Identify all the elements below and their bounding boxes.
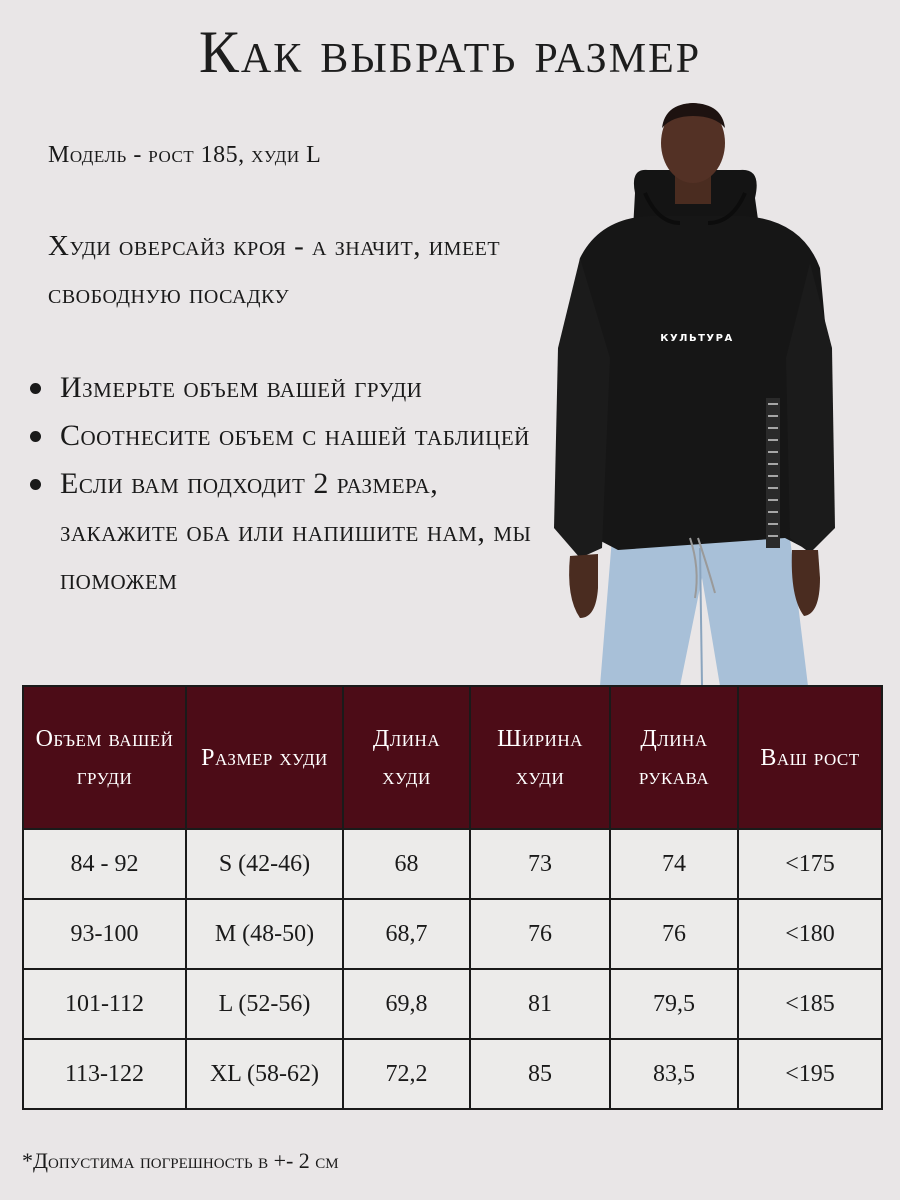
tip-text: Измерьте объем вашей груди [60,371,423,404]
cell-size: XL (58-62) [186,1039,343,1109]
bullet-icon [30,383,41,394]
cell-length: 68 [343,829,470,899]
cell-sleeve: 76 [610,899,738,969]
cell-height: <180 [738,899,882,969]
tip-item [26,364,556,412]
tip-text: Соотнесите объем с нашей таблицей [60,419,530,452]
cell-height: <195 [738,1039,882,1109]
cell-width: 85 [470,1039,610,1109]
table-row [23,899,882,969]
cell-size: S (42-46) [186,829,343,899]
bullet-icon [30,479,41,490]
cell-sleeve: 74 [610,829,738,899]
size-chart-table [22,685,883,1110]
cell-size: M (48-50) [186,899,343,969]
bullet-icon [30,431,41,442]
fit-description: Худи оверсайз кроя - а значит, имеет свободную посадку [48,230,501,310]
cell-length: 69,8 [343,969,470,1039]
tip-text: Если вам подходит 2 размера, закажите оба или напишите нам, мы поможем [60,467,532,596]
model-photo [540,98,850,686]
cell-width: 73 [470,829,610,899]
cell-length: 72,2 [343,1039,470,1109]
hoodie-print: КУЛЬТУРА [660,333,734,344]
header-length: Длина худи [343,686,470,829]
cell-chest: 84 - 92 [23,829,186,899]
header-size: Размер худи [186,686,343,829]
header-sleeve: Длина рукава [610,686,738,829]
table-row [23,829,882,899]
page-title: Как выбрать размер [198,19,702,85]
cell-chest: 93-100 [23,899,186,969]
cell-size: L (52-56) [186,969,343,1039]
cell-width: 76 [470,899,610,969]
cell-chest: 113-122 [23,1039,186,1109]
cell-sleeve: 83,5 [610,1039,738,1109]
cell-length: 68,7 [343,899,470,969]
tips-list [26,364,556,604]
cell-height: <185 [738,969,882,1039]
header-width: Ширина худи [470,686,610,829]
tip-item [26,460,556,604]
cell-sleeve: 79,5 [610,969,738,1039]
header-height: Ваш рост [738,686,882,829]
cell-chest: 101-112 [23,969,186,1039]
table-row [23,1039,882,1109]
table-header-row [23,686,882,829]
model-info: Модель - рост 185, худи L [48,142,322,168]
tolerance-footnote: *Допустима погрешность в +- 2 см [22,1148,339,1173]
tip-item [26,412,556,460]
header-chest: Объем вашей груди [23,686,186,829]
table-row [23,969,882,1039]
cell-height: <175 [738,829,882,899]
cell-width: 81 [470,969,610,1039]
